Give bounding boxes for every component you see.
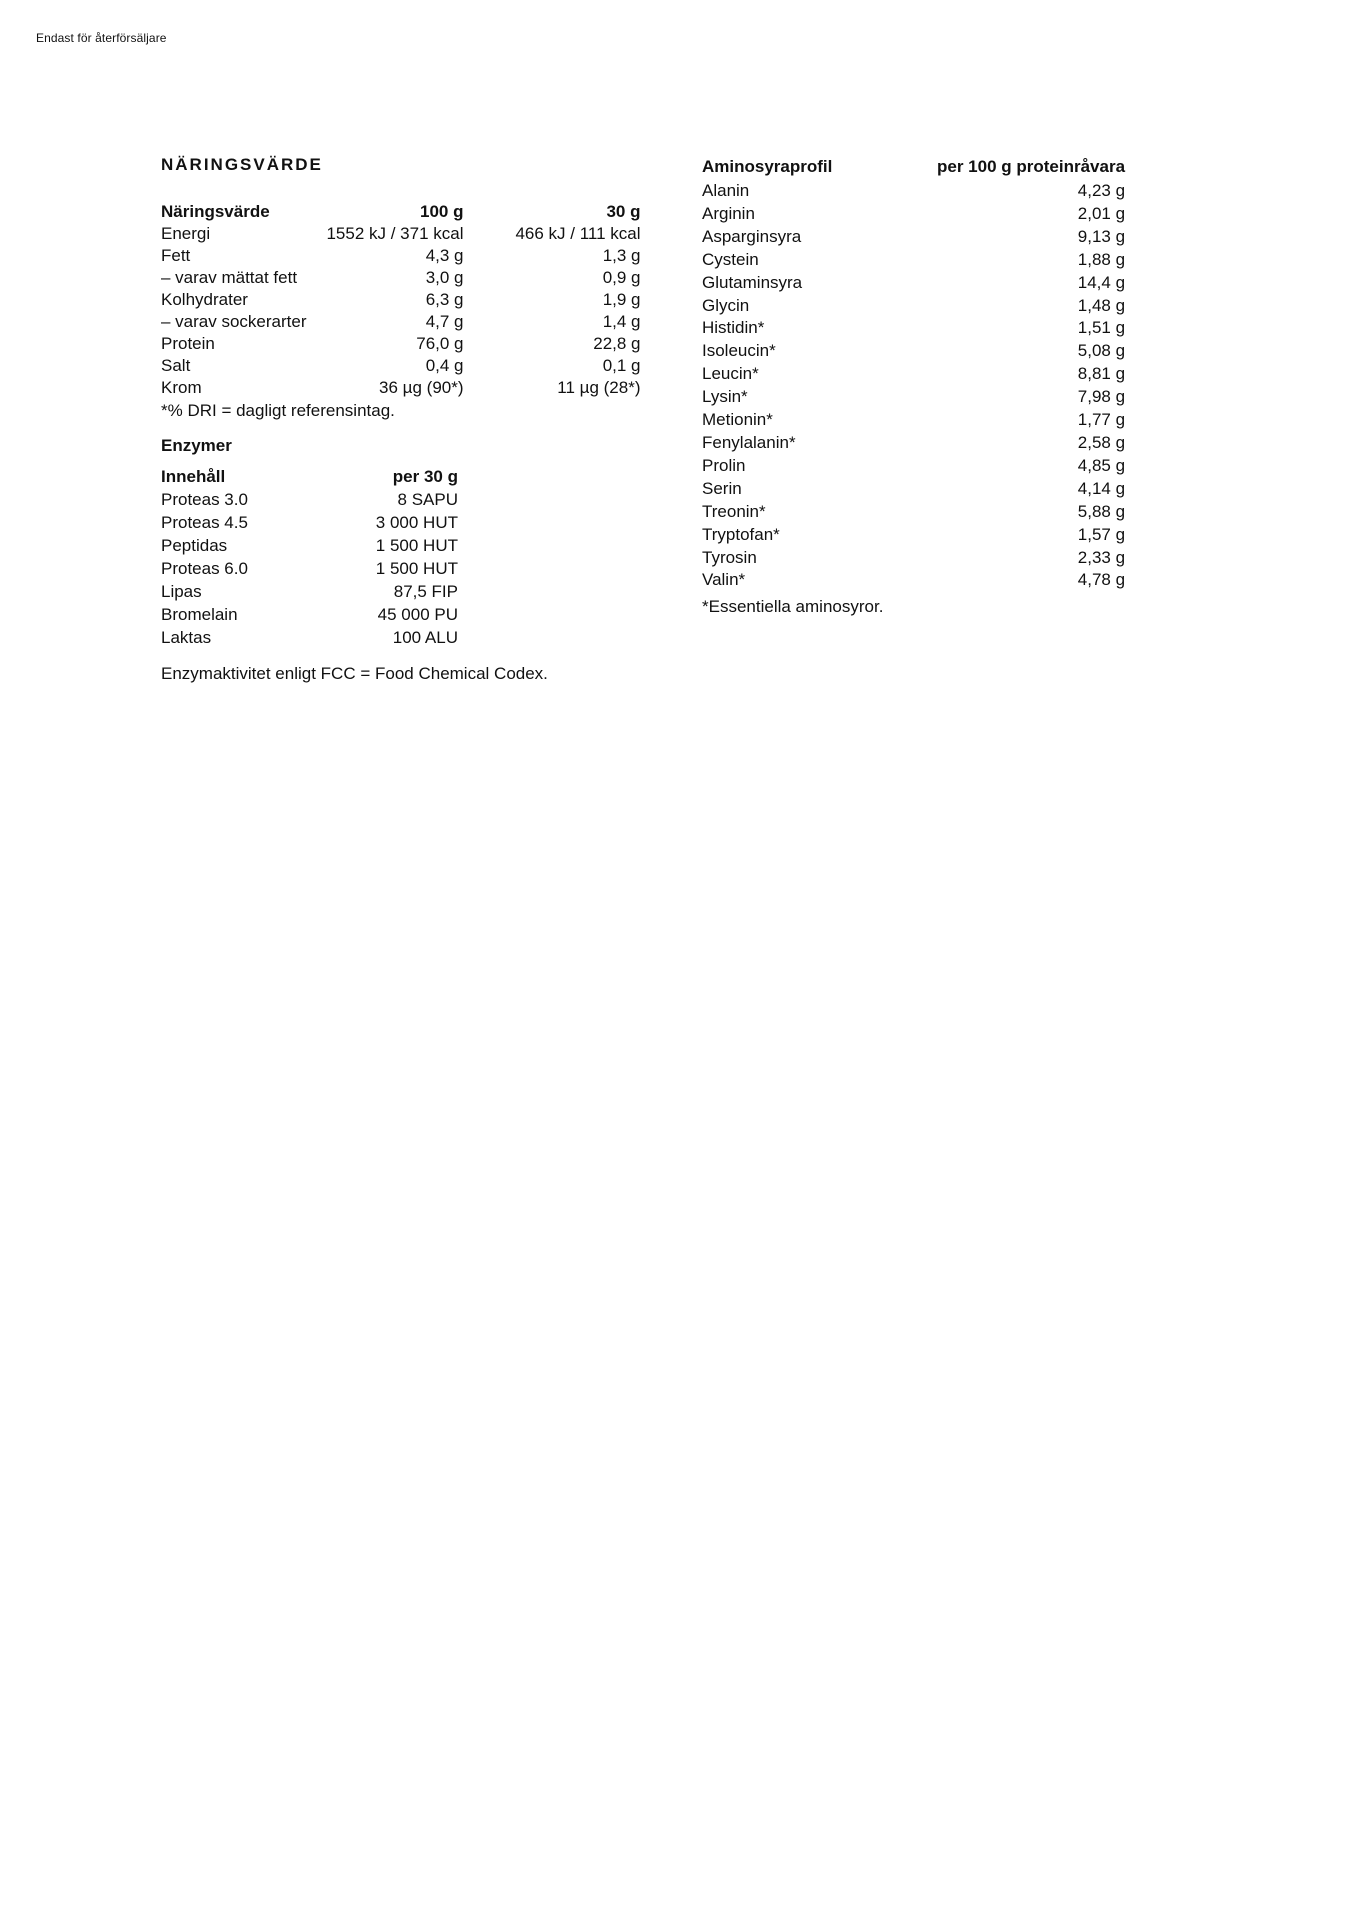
enzyme-row-label: Proteas 4.5 — [161, 513, 248, 532]
nutrition-row-value: 1,4 g — [602, 312, 641, 331]
amino-row-value: 14,4 g — [1077, 272, 1126, 292]
enzymes-rows — [161, 488, 458, 649]
nutrition-row-value: 6,3 g — [425, 290, 464, 309]
enzyme-row-value: 100 ALU — [392, 628, 458, 647]
amino-row — [702, 386, 1125, 409]
amino-row-value: 4,23 g — [1077, 181, 1126, 200]
enzyme-row-label: Bromelain — [161, 605, 238, 624]
nutrition-row-value: 3,0 g — [425, 268, 464, 287]
amino-row — [702, 249, 1125, 272]
nutrition-row-value: 1,9 g — [602, 290, 641, 309]
enzyme-row-label: Peptidas — [161, 536, 228, 555]
amino-row — [702, 478, 1125, 501]
amino-row-value: 1,88 g — [1077, 249, 1126, 269]
enzymes-table — [161, 465, 458, 649]
amino-col-per100g: per 100 g proteinråvara — [937, 157, 1126, 176]
amino-row-value: 7,98 g — [1077, 387, 1126, 407]
amino-row-value: 1,48 g — [1077, 295, 1126, 315]
amino-row-label: Isoleucin* — [702, 341, 776, 361]
amino-row — [702, 501, 1125, 524]
nutrition-row-value: 0,9 g — [602, 268, 641, 287]
amino-row-value: 1,77 g — [1077, 410, 1126, 430]
amino-row-value: 8,81 g — [1077, 364, 1126, 384]
amino-row-value: 5,08 g — [1077, 341, 1126, 361]
amino-row — [702, 180, 1125, 203]
enzyme-row — [161, 626, 458, 649]
amino-row-value: 2,58 g — [1077, 432, 1126, 452]
enzyme-row-value: 45 000 PU — [377, 605, 458, 624]
enzyme-row — [161, 488, 458, 511]
nutrition-row-value: 4,3 g — [425, 246, 464, 265]
nutrition-row-label: Protein — [161, 334, 215, 353]
nutrition-row-label: Fett — [161, 246, 191, 265]
nutrition-row — [161, 267, 641, 289]
nutrition-row-label: Energi — [161, 224, 211, 243]
dri-note: *% DRI = dagligt referensintag. — [161, 401, 395, 420]
amino-row-value: 9,13 g — [1077, 226, 1126, 246]
nutrition-row-value: 11 µg (28*) — [557, 378, 641, 397]
enzyme-row-value: 1 500 HUT — [375, 559, 458, 578]
enzymes-header-row — [161, 465, 458, 488]
nutrition-row-value: 4,7 g — [425, 312, 464, 331]
amino-table — [702, 155, 1125, 592]
nutrition-row-label: Krom — [161, 378, 202, 397]
amino-row-label: Metionin* — [702, 410, 773, 430]
nutrition-row — [161, 355, 641, 377]
amino-row-value: 4,85 g — [1077, 455, 1126, 475]
enzyme-row — [161, 511, 458, 534]
amino-row-label: Cystein — [702, 249, 759, 269]
nutrition-row — [161, 333, 641, 355]
amino-row — [702, 363, 1125, 386]
amino-row-label: Serin — [702, 478, 742, 498]
nutrition-row — [161, 245, 641, 267]
nutrition-col-100g: 100 g — [420, 202, 464, 221]
enzymes-col-content: Innehåll — [161, 467, 226, 486]
amino-row-label: Valin* — [702, 570, 746, 590]
nutrition-row-value: 36 µg (90*) — [379, 378, 464, 397]
nutrition-rows — [161, 223, 641, 399]
amino-row-value: 4,78 g — [1077, 570, 1126, 590]
essential-note: *Essentiella aminosyror. — [702, 597, 884, 617]
amino-row — [702, 409, 1125, 432]
amino-row-label: Leucin* — [702, 364, 759, 384]
amino-row — [702, 432, 1125, 455]
amino-row-value: 1,57 g — [1077, 524, 1126, 544]
nutrition-row-value: 0,1 g — [602, 356, 641, 375]
amino-row-label: Prolin — [702, 455, 746, 475]
amino-row-label: Asparginsyra — [702, 226, 802, 246]
amino-col-name: Aminosyraprofil — [702, 157, 833, 176]
nutrition-row-value: 76,0 g — [416, 334, 464, 353]
amino-row-label: Alanin — [702, 181, 750, 200]
enzyme-row-label: Lipas — [161, 582, 202, 601]
header-note: Endast för återförsäljare — [36, 31, 167, 45]
amino-row — [702, 569, 1125, 592]
fcc-note: Enzymaktivitet enligt FCC = Food Chemical Codex. — [161, 664, 548, 683]
enzyme-row-value: 87,5 FIP — [393, 582, 458, 601]
nutrition-heading: NÄRINGSVÄRDE — [161, 155, 323, 174]
nutrition-row-label: Salt — [161, 356, 191, 375]
amino-row-label: Glycin — [702, 295, 750, 315]
nutrition-table — [161, 201, 641, 399]
enzyme-row — [161, 557, 458, 580]
enzyme-row-label: Laktas — [161, 628, 212, 647]
amino-row — [702, 226, 1125, 249]
amino-header-row — [702, 155, 1125, 180]
amino-row — [702, 524, 1125, 547]
amino-row-value: 1,51 g — [1077, 318, 1126, 338]
nutrition-row-value: 0,4 g — [425, 356, 464, 375]
amino-row-label: Treonin* — [702, 501, 766, 521]
nutrition-row-label: – varav mättat fett — [161, 268, 298, 287]
amino-row — [702, 317, 1125, 340]
amino-row — [702, 455, 1125, 478]
nutrition-row — [161, 311, 641, 333]
enzymes-heading: Enzymer — [161, 436, 232, 455]
nutrition-row-label: Kolhydrater — [161, 290, 248, 309]
nutrition-section — [161, 155, 641, 685]
nutrition-row — [161, 377, 641, 399]
amino-row-value: 2,33 g — [1077, 547, 1126, 567]
amino-row — [702, 547, 1125, 570]
amino-row — [702, 340, 1125, 363]
nutrition-header-row — [161, 201, 641, 223]
amino-row-value: 5,88 g — [1077, 501, 1126, 521]
nutrition-col-30g: 30 g — [606, 202, 641, 221]
amino-row-value: 2,01 g — [1077, 203, 1126, 223]
amino-row-label: Lysin* — [702, 387, 748, 407]
nutrition-row-value: 22,8 g — [593, 334, 641, 353]
enzyme-row — [161, 534, 458, 557]
nutrition-row-value: 1,3 g — [602, 246, 641, 265]
enzyme-row — [161, 580, 458, 603]
amino-row-label: Glutaminsyra — [702, 272, 803, 292]
enzyme-row-label: Proteas 6.0 — [161, 559, 248, 578]
enzyme-row-value: 8 SAPU — [397, 490, 458, 509]
amino-row-label: Tryptofan* — [702, 524, 780, 544]
amino-row-label: Arginin — [702, 203, 755, 223]
nutrition-row-value: 1552 kJ / 371 kcal — [326, 224, 464, 243]
amino-section — [702, 155, 1162, 618]
amino-row — [702, 295, 1125, 318]
amino-row — [702, 272, 1125, 295]
nutrition-row-value: 466 kJ / 111 kcal — [515, 224, 641, 243]
amino-row-value: 4,14 g — [1077, 478, 1126, 498]
nutrition-row — [161, 289, 641, 311]
amino-row — [702, 203, 1125, 226]
enzyme-row — [161, 603, 458, 626]
nutrition-row-label: – varav sockerarter — [161, 312, 307, 331]
enzyme-row-value: 3 000 HUT — [375, 513, 458, 532]
amino-row-label: Tyrosin — [702, 547, 757, 567]
enzyme-row-value: 1 500 HUT — [375, 536, 458, 555]
nutrition-col-label: Näringsvärde — [161, 202, 270, 221]
nutrition-row — [161, 223, 641, 245]
enzyme-row-label: Proteas 3.0 — [161, 490, 248, 509]
amino-rows — [702, 180, 1125, 592]
amino-row-label: Fenylalanin* — [702, 432, 796, 452]
enzymes-col-per30g: per 30 g — [392, 467, 458, 486]
amino-row-label: Histidin* — [702, 318, 765, 338]
